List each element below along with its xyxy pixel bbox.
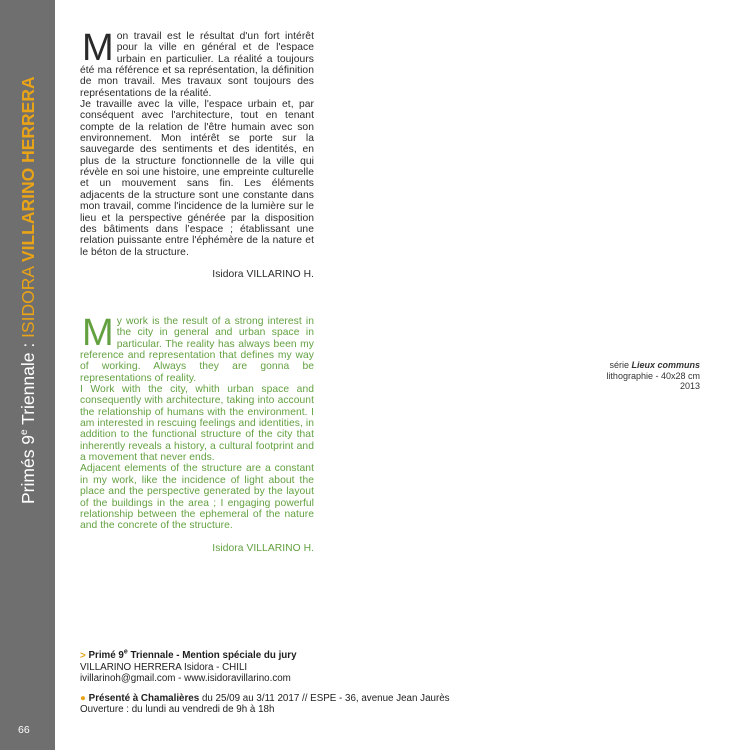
title-suffix: Triennale : [18, 337, 38, 430]
french-paragraph: on travail est le résultat d'un fort intérêt pour la ville en général et de l'espace urbain en particulier. La réalité a toujours été ma référence et sa représentation, la définition de mon travail. Mes travaux sont toujours des représentations de la réalité. [80, 31, 314, 99]
english-paragraph: I Work with the city, whith urban space and consequently with architecture, taking into account the relationship of humans with the environment. I am interested in rescuing feelings and identities, in addition to the functional structure of the city that inherently reveals a history, a cultural footprint and a movement that never ends. [80, 384, 314, 464]
french-paragraph: Je travaille avec la ville, l'espace urbain et, par conséquent avec l'architecture, tout en tenant compte de la relation de l'être humain avec son environnement. Mon intérêt se porte sur la sauvegarde des sentiments et des identités, en plus de la structure fonctionnelle de la ville qui révèle en soi une histoire, une empreinte culturelle et un mouvement sans fin. Les éléments adjacents de la structure sont une constante dans mon travail, comme l'incidence de la lumière sur le lieu et la perspective générée par la disposition des bâtiments dans l’espace ; établissant une relation puissante entre l'éphémère de la nature et le béton de la structure. [80, 99, 314, 258]
english-text-block [80, 312, 314, 554]
contact-line: ivillarinoh@gmail.com - www.isidoravillarino.com [80, 673, 291, 685]
english-signature: Isidora VILLARINO H. [212, 542, 314, 554]
title-sup: e [19, 429, 30, 435]
title-prefix: Primés 9 [18, 434, 38, 504]
presented-label: Présenté à Chamalières [88, 692, 200, 704]
opening-hours: Ouverture : du lundi au vendredi de 9h à 18h [80, 704, 275, 716]
caption-serie-title: Lieux communs [631, 360, 700, 370]
artist-last-name: VILLARINO HERRERA [18, 76, 38, 263]
svg-text:Primés 9e Triennale : ISIDORA [18, 76, 38, 504]
caption-technique: lithographie - 40x28 cm [606, 370, 700, 381]
french-signature: Isidora VILLARINO H. [212, 268, 314, 280]
caption-year: 2013 [679, 381, 700, 391]
sidebar [0, 0, 55, 750]
english-paragraph: Adjacent elements of the structure are a constant in my work, like the incidence of light about the place and the perspective generated by the layout of the buildings in the area ; I engaging powerful relationship between the ephemeral of the nature and the concrete of the structure. [80, 463, 314, 532]
artist-line: VILLARINO HERRERA Isidora - CHILI [80, 661, 248, 673]
french-dropcap: M [82, 27, 114, 69]
award-sup: e [123, 649, 128, 656]
artwork-caption [606, 360, 700, 392]
bullet-icon: ● [80, 692, 86, 704]
award-label: Primé 9 [88, 650, 124, 662]
english-paragraph: y work is the result of a strong interest in the city in general and urban space in particular. The reality has always been my reference and representation that defines my way of working. Always they are gonna be representations of reality. [80, 316, 314, 384]
artist-first-name: ISIDORA [18, 262, 38, 338]
award-details: Triennale - Mention spéciale du jury [127, 650, 297, 662]
presented-details: du 25/09 au 3/11 2017 // ESPE - 36, avenue Jean Jaurès [199, 692, 450, 704]
french-text-block [80, 27, 314, 280]
info-block [80, 647, 450, 716]
vertical-title [0, 34, 42, 504]
caption-serie-label: série [609, 360, 632, 370]
english-dropcap: M [82, 312, 114, 354]
page-number: 66 [18, 724, 30, 736]
arrow-icon: > [80, 650, 86, 662]
